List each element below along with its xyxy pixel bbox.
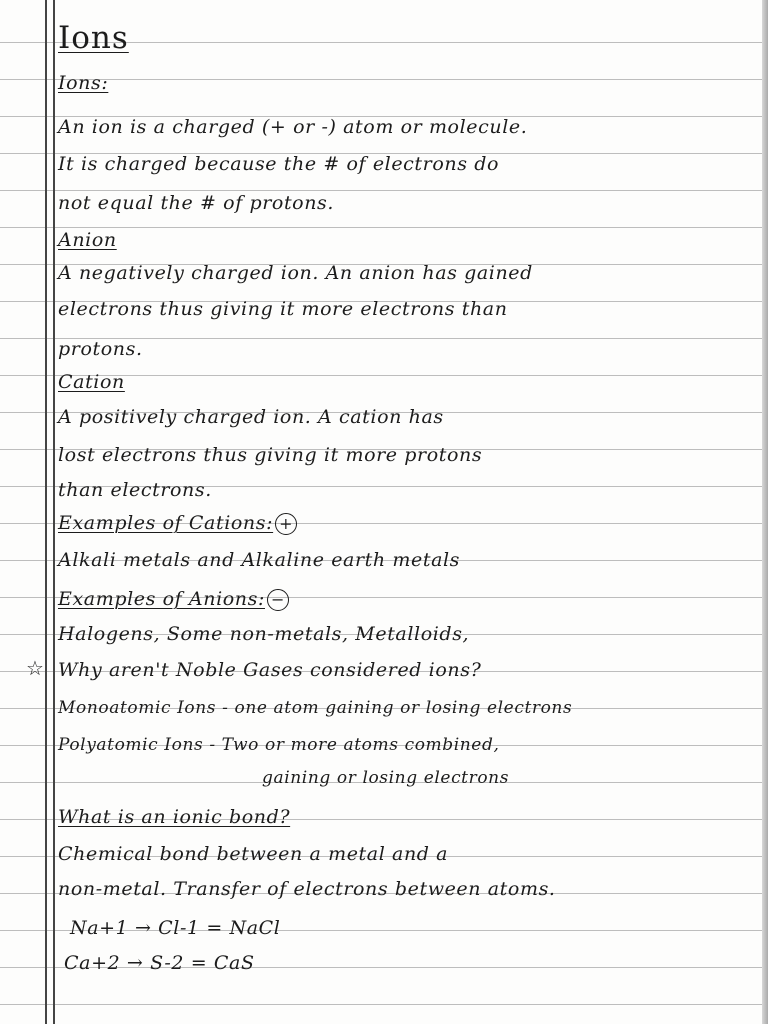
equation-line: Na+1 → Cl-1 = NaCl — [70, 917, 281, 939]
note-line: An ion is a charged (+ or -) atom or molecule. — [58, 116, 528, 138]
note-line: electrons thus giving it more electrons than — [58, 298, 508, 320]
note-line: Alkali metals and Alkaline earth metals — [58, 549, 461, 571]
note-line: Polyatomic Ions - Two or more atoms combined, — [58, 735, 500, 755]
note-line: protons. — [58, 338, 143, 360]
note-line: Monoatomic Ions - one atom gaining or losing electrons — [58, 698, 573, 718]
examples-anions-heading — [58, 588, 289, 611]
note-line: Chemical bond between a metal and a — [58, 843, 449, 865]
note-line: lost electrons thus giving it more protons — [58, 444, 483, 466]
section-heading-anion: Anion — [58, 229, 117, 251]
note-line: A positively charged ion. A cation has — [58, 406, 444, 428]
note-line: non-metal. Transfer of electrons between atoms. — [58, 878, 556, 900]
star-icon: ☆ — [26, 656, 44, 680]
plus-circle-icon: + — [275, 513, 297, 535]
page-title: Ions — [58, 20, 129, 56]
minus-circle-icon: − — [267, 589, 289, 611]
note-line: A negatively charged ion. An anion has gained — [58, 262, 533, 284]
margin-line — [53, 0, 55, 1024]
note-line: not equal the # of protons. — [58, 192, 335, 214]
note-line: Halogens, Some non-metals, Metalloids, — [58, 623, 470, 645]
page-edge — [762, 0, 768, 1024]
margin-line — [45, 0, 47, 1024]
examples-cations-heading — [58, 512, 297, 535]
section-heading-ions: Ions: — [58, 72, 109, 94]
note-line: than electrons. — [58, 479, 212, 501]
examples-anions-label: Examples of Anions: — [58, 588, 265, 610]
equation-line: Ca+2 → S-2 = CaS — [64, 952, 255, 974]
examples-cations-label: Examples of Cations: — [58, 512, 274, 534]
note-line: gaining or losing electrons — [262, 768, 510, 788]
section-heading-cation: Cation — [58, 371, 125, 393]
note-line: It is charged because the # of electrons do — [58, 153, 500, 175]
note-line: Why aren't Noble Gases considered ions? — [58, 659, 482, 681]
section-heading-ionic-bond: What is an ionic bond? — [58, 806, 291, 828]
